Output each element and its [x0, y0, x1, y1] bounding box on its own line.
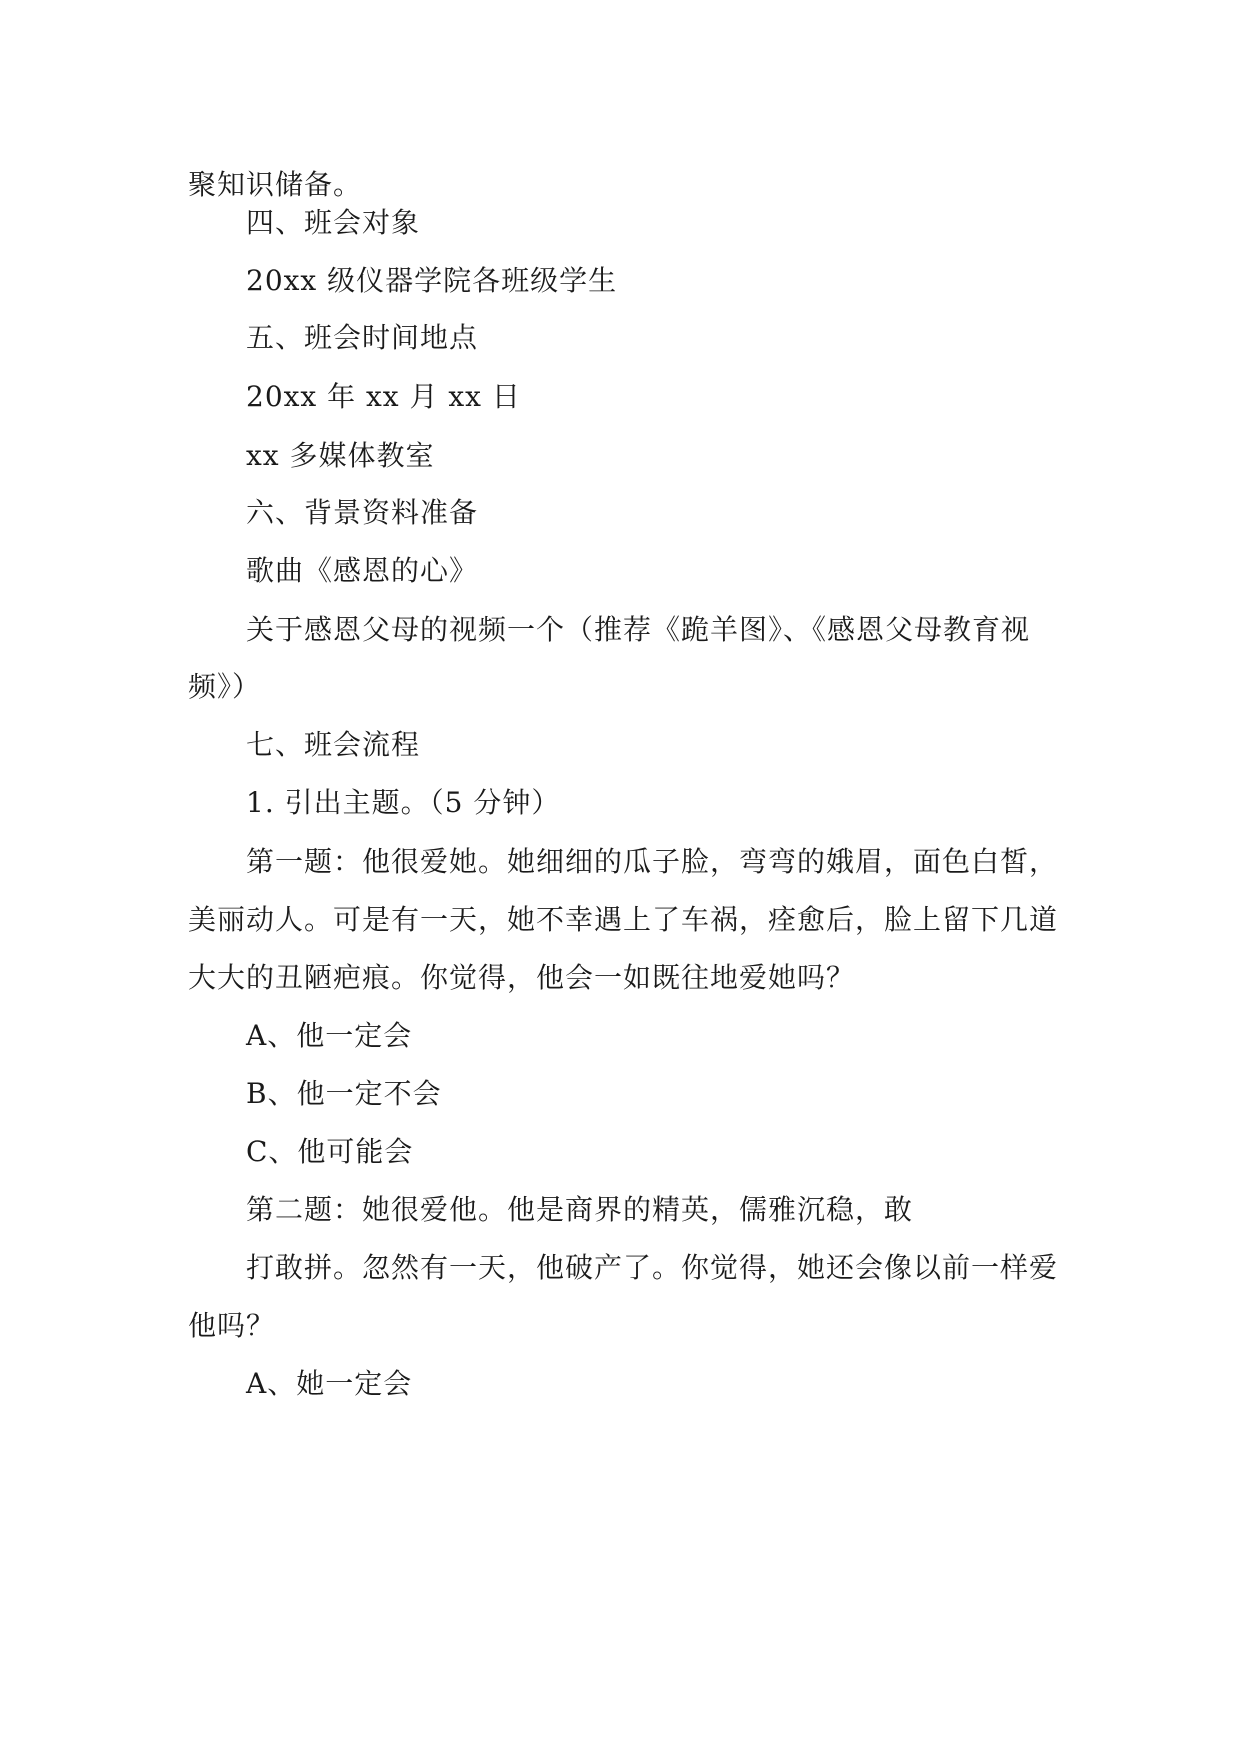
text-line: xx 多媒体教室 [246, 439, 435, 472]
section-heading: 五、班会时间地点 [246, 321, 479, 354]
text-line: 20xx 年 xx 月 xx 日 [246, 380, 521, 413]
text-line: 聚知识储备。 [188, 168, 363, 201]
text-line: 频》） [188, 670, 262, 703]
section-heading: 六、背景资料准备 [246, 496, 479, 529]
text-line: 20xx 级仪器学院各班级学生 [246, 264, 618, 297]
text-line: 第一题：他很爱她。她细细的瓜子脸，弯弯的娥眉，面色白皙， [246, 845, 1059, 878]
text-line: 打敢拼。忽然有一天，他破产了。你觉得，她还会像以前一样爱 [246, 1251, 1059, 1284]
text-line: 歌曲《感恩的心》 [246, 554, 479, 587]
text-line: 1. 引出主题。（5 分钟） [246, 786, 561, 819]
text-line: 他吗？ [188, 1309, 276, 1342]
section-heading: 四、班会对象 [246, 206, 421, 239]
option-item: A、她一定会 [246, 1367, 413, 1400]
section-heading: 七、班会流程 [246, 728, 421, 761]
option-item: A、他一定会 [246, 1019, 413, 1052]
text-line: 大大的丑陋疤痕。你觉得，他会一如既往地爱她吗？ [188, 961, 856, 994]
text-line: 第二题：她很爱他。他是商界的精英，儒雅沉稳，敢 [246, 1193, 914, 1226]
option-item: B、他一定不会 [246, 1077, 442, 1110]
option-item: C、他可能会 [246, 1135, 414, 1168]
text-line: 关于感恩父母的视频一个（推荐《跪羊图》、《感恩父母教育视 [246, 613, 1031, 646]
text-line: 美丽动人。可是有一天，她不幸遇上了车祸，痊愈后，脸上留下几道 [188, 903, 1059, 936]
